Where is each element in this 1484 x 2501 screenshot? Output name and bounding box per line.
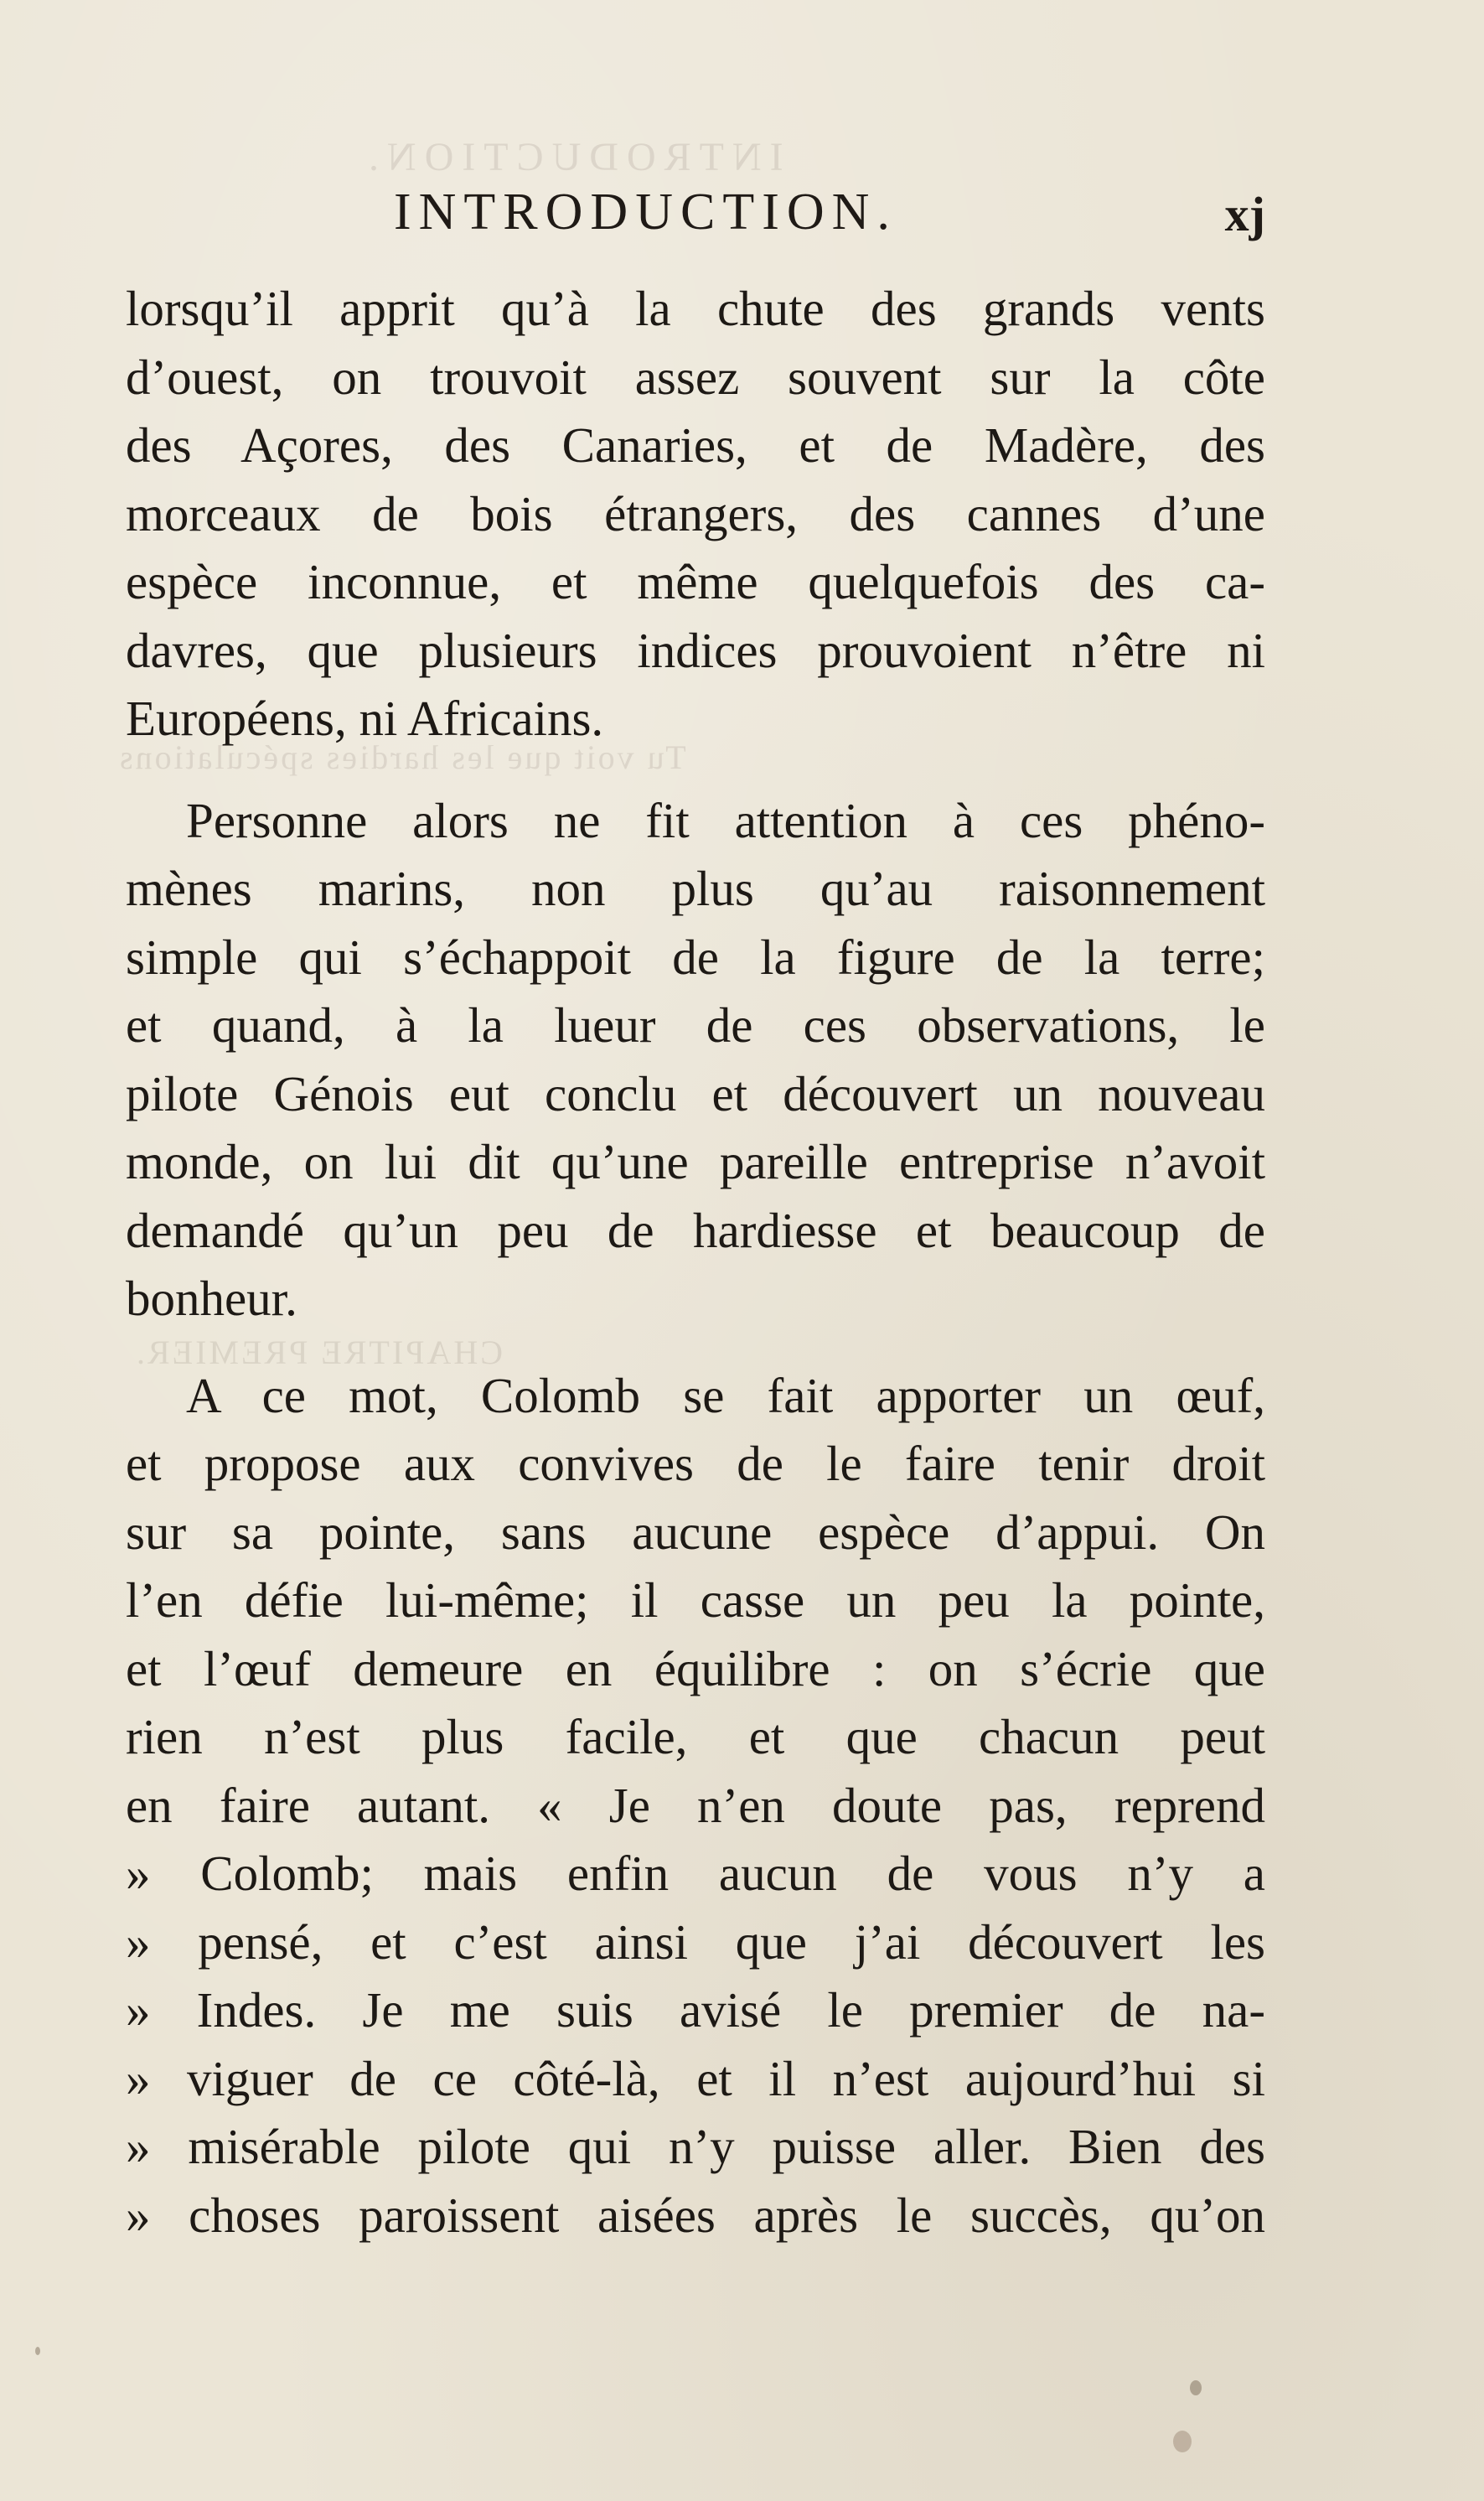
text-line: espèce inconnue, et même quelquefois des ca- — [126, 554, 1265, 609]
paper-speck — [1173, 2431, 1192, 2452]
text-line: davres, que plusieurs indices prouvoient n’être ni — [126, 622, 1265, 678]
text-line: l’en défie lui-même; il casse un peu la pointe, — [126, 1572, 1265, 1628]
text-line: et quand, à la lueur de ces observations, le — [126, 997, 1265, 1053]
text-line: A ce mot, Colomb se fait apporter un œuf, — [186, 1367, 1265, 1423]
page-number: xj — [1224, 187, 1265, 241]
text-line: simple qui s’échappoit de la figure de la terre; — [126, 929, 1265, 985]
text-line: d’ouest, on trouvoit assez souvent sur la côte — [126, 349, 1265, 405]
paper-speck — [35, 2347, 40, 2355]
text-line: demandé qu’un peu de hardiesse et beaucoup de — [126, 1202, 1265, 1258]
paper-speck — [1190, 2380, 1202, 2395]
text-line: monde, on lui dit qu’une pareille entreprise n’avoit — [126, 1134, 1265, 1189]
paragraph-1 — [126, 275, 1265, 753]
quoted-text-line: » misérable pilote qui n’y puisse aller. Bien des — [126, 2119, 1265, 2174]
quoted-text-line: » Colomb; mais enfin aucun de vous n’y a — [126, 1846, 1265, 1901]
running-title: INTRODUCTION. — [394, 184, 897, 241]
quoted-text-line: » viguer de ce côté-là, et il n’est aujourd’hui si — [126, 2050, 1265, 2106]
body-text — [126, 275, 1265, 2250]
quoted-text-line: » pensé, et c’est ainsi que j’ai découvert les — [126, 1913, 1265, 1970]
text-line: sur sa pointe, sans aucune espèce d’appui. On — [126, 1504, 1265, 1560]
show-through-heading: INTRODUCTION. — [360, 135, 783, 179]
paragraph-spacer — [126, 1333, 1265, 1362]
text-line: en faire autant. « Je n’en doute pas, reprend — [126, 1777, 1265, 1833]
quoted-text-line: » Indes. Je me suis avisé le premier de na- — [126, 1982, 1265, 2038]
page-header — [126, 183, 1265, 250]
text-line: mènes marins, non plus qu’au raisonnement — [126, 861, 1265, 916]
text-line: et propose aux convives de le faire tenir droit — [126, 1436, 1265, 1491]
paragraph-2 — [126, 787, 1265, 1333]
quoted-text-line: » choses paroissent aisées après le succès, qu’on — [126, 2187, 1265, 2243]
text-line: des Açores, des Canaries, et de Madère, des — [126, 417, 1265, 473]
text-line: et l’œuf demeure en équilibre : on s’écrie que — [126, 1640, 1265, 1696]
show-through-text: Tu voit que les hardies spéculations — [117, 738, 686, 776]
text-line: Européens, ni Africains. — [126, 691, 604, 746]
text-line: morceaux de bois étrangers, des cannes d’une — [126, 485, 1265, 541]
text-line: lorsqu’il apprit qu’à la chute des grands vents — [126, 281, 1265, 336]
paragraph-3 — [126, 1362, 1265, 2250]
text-line: bonheur. — [126, 1271, 297, 1326]
show-through-text-2: CHAPITRE PREMIER. — [134, 1333, 503, 1371]
paragraph-spacer — [126, 753, 1265, 787]
text-line: rien n’est plus facile, et que chacun peut — [126, 1709, 1265, 1764]
text-line: pilote Génois eut conclu et découvert un nouveau — [126, 1065, 1265, 1121]
text-line: Personne alors ne fit attention à ces phéno- — [186, 792, 1265, 848]
